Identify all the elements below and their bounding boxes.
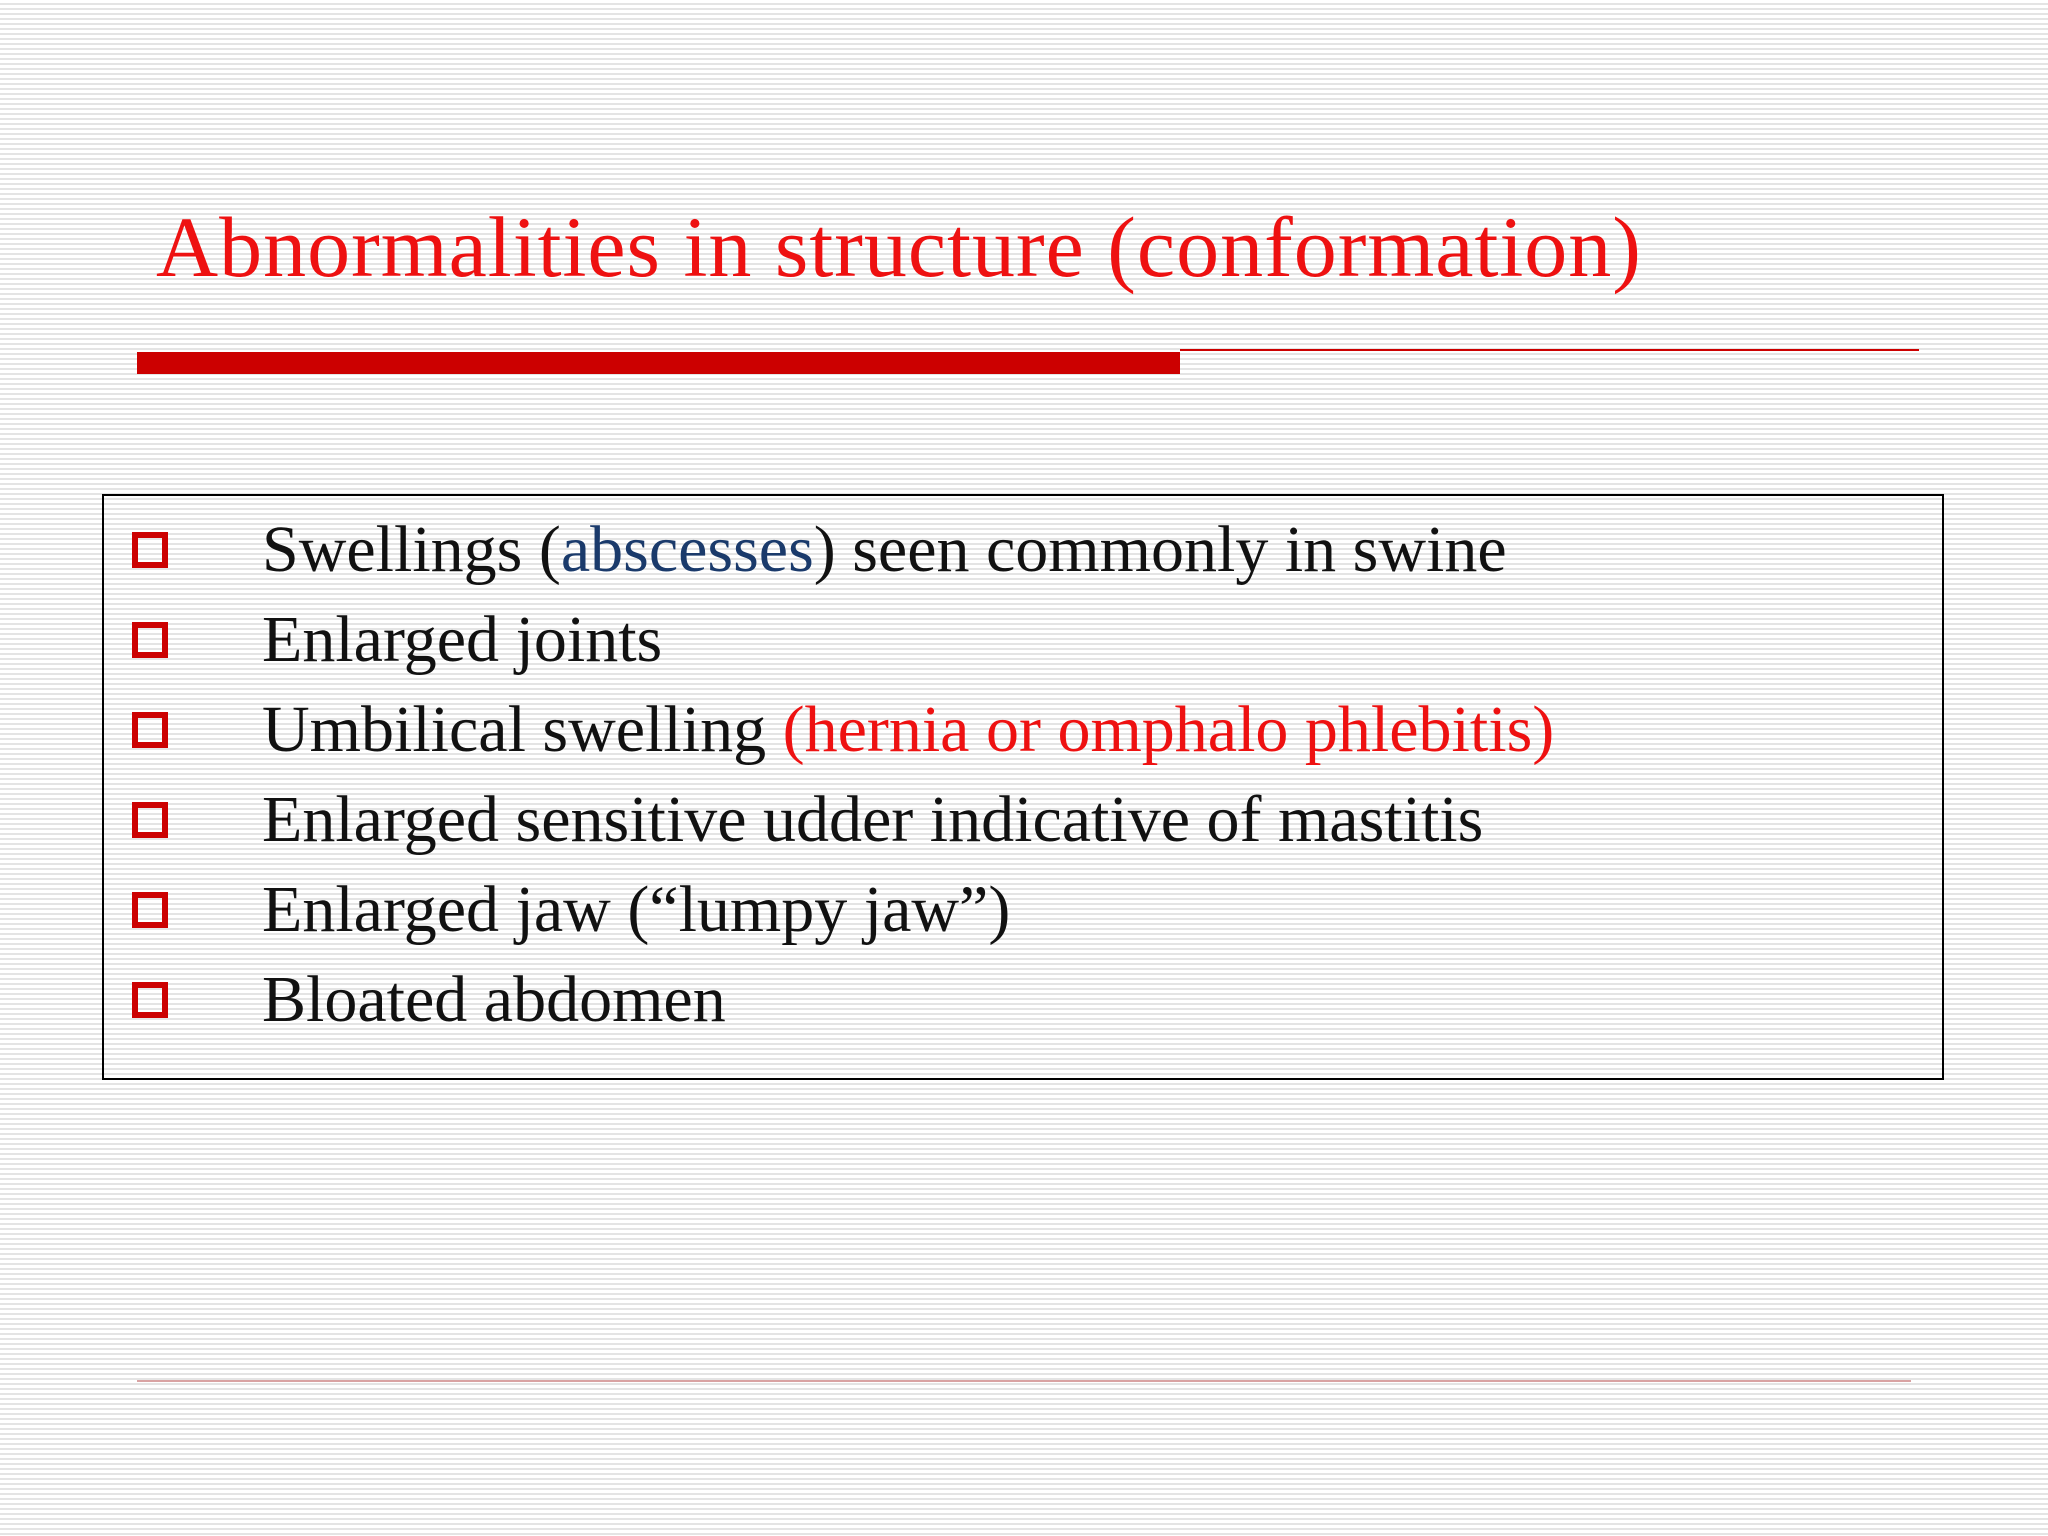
title-underline-thick: [137, 352, 1180, 374]
bullet-item: [104, 960, 1942, 1050]
bullet-text-part: Umbilical swelling: [262, 693, 783, 766]
bullet-content-box: [102, 494, 1944, 1080]
bullet-text: [262, 690, 1554, 770]
bullet-text: [262, 780, 1483, 860]
bullet-item: [104, 600, 1942, 690]
bullet-text: [262, 510, 1507, 590]
footer-divider: [137, 1380, 1911, 1382]
bullet-text-part: ) seen commonly in swine: [813, 513, 1507, 586]
bullet-text-part: Enlarged sensitive udder indicative of mastitis: [262, 783, 1484, 856]
bullet-highlight: (hernia or omphalo phlebitis): [782, 693, 1555, 766]
bullet-text-part: Enlarged joints: [262, 603, 663, 676]
bullet-text: [262, 960, 726, 1040]
bullet-text: [262, 870, 1010, 950]
slide-title: Abnormalities in structure (conformation): [156, 199, 1642, 295]
square-bullet-icon: [132, 892, 168, 928]
bullet-item: [104, 780, 1942, 870]
bullet-text: [262, 600, 662, 680]
bullet-text-part: Swellings (: [262, 513, 561, 586]
bullet-item: [104, 510, 1942, 600]
bullet-item: [104, 870, 1942, 960]
bullet-item: [104, 690, 1942, 780]
square-bullet-icon: [132, 712, 168, 748]
square-bullet-icon: [132, 982, 168, 1018]
title-underline-thin: [1180, 349, 1919, 351]
square-bullet-icon: [132, 622, 168, 658]
bullet-text-part: Enlarged jaw (“lumpy jaw”): [262, 873, 1011, 946]
bullet-highlight: abscesses: [560, 513, 814, 586]
bullet-text-part: Bloated abdomen: [262, 963, 726, 1036]
square-bullet-icon: [132, 802, 168, 838]
square-bullet-icon: [132, 532, 168, 568]
